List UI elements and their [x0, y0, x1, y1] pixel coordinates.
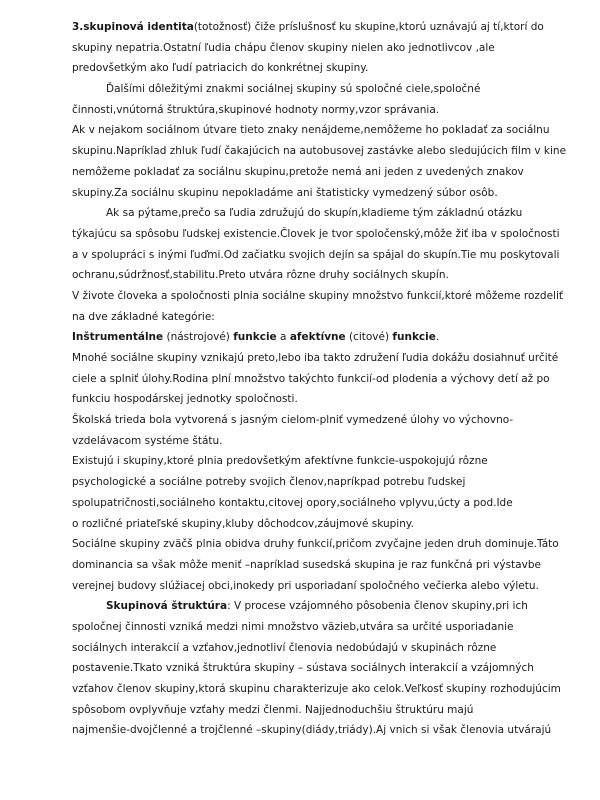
text-line: [72, 617, 560, 638]
text-run: predovšetkým ako ľudí patriacich do konkrétnej skupiny.: [72, 62, 369, 75]
text-run: skupiny.Za sociálnu skupinu nepokladáme ani štatisticky vymedzený súbor osôb.: [72, 186, 498, 199]
text-run: Existujú i skupiny,ktoré plnia predovšetkým afektívne funkcie-uspokojujú rôzne: [72, 455, 488, 468]
text-line: [72, 58, 560, 79]
text-run: .: [435, 331, 440, 344]
text-line: [72, 451, 560, 472]
text-line: [72, 555, 560, 576]
text-run: spolupatričnosti,sociálneho kontaktu,citovej opory,sociálneho vplyvu,úcty a pod.Ide: [72, 496, 513, 509]
text-line: [72, 369, 560, 390]
text-line: [72, 38, 560, 59]
text-run: Ak v nejakom sociálnom útvare tieto znaky nenájdeme,nemôžeme ho pokladať za sociálnu: [72, 124, 550, 137]
text-line: [72, 679, 560, 700]
text-line: [72, 307, 560, 328]
text-run: funkciu hospodárskej jednotky spoločnosti.: [72, 393, 298, 406]
text-line: [72, 472, 560, 493]
text-line: [72, 183, 560, 204]
text-line: [72, 327, 560, 348]
text-run: (totožnosť) čiže príslušnosť ku skupine,ktorú uznávajú aj tí,ktorí do: [193, 21, 544, 33]
text-run: a v spolupráci s inými ľuďmi.Od začiatku svojich dejín sa spájal do skupín.Tie mu poskytovali: [72, 248, 560, 261]
text-line: [72, 431, 560, 452]
bold-term: Inštrumentálne: [72, 331, 164, 344]
text-run: sociálnych interakcií a vzťahov,jednotliví členovia nedobúdajú v skupinách rôzne: [72, 641, 497, 654]
text-run: Školská trieda bola vytvorená s jasným cielom-plniť vymedzené úlohy vo výchovno-: [72, 414, 514, 427]
text-run: Sociálne skupiny zväčš plnia obidva druhy funkcií,pričom zvyčajne jeden druh dominuje.Táto: [72, 538, 559, 551]
text-run: Ďalšími dôležitými znakmi sociálnej skupiny sú spoločné ciele,spoločné: [106, 83, 481, 96]
bold-term: funkcie: [392, 331, 436, 344]
text-line: [72, 514, 560, 535]
text-run: vzťahov členov skupiny,ktorá skupinu charakterizuje ako celok.Veľkosť skupiny rozhodujúcim: [72, 683, 561, 695]
text-line: [72, 224, 560, 245]
text-run: : V procese vzájomného pôsobenia členov skupiny,pri ich: [227, 600, 528, 613]
text-run: psychologické a sociálne potreby svojich členov,napríkpad potrebu ľudskej: [72, 476, 466, 489]
bold-term: Skupinová štruktúra: [106, 600, 228, 613]
text-line: [72, 120, 560, 141]
bold-term: funkcie: [233, 331, 277, 344]
text-line: [72, 638, 560, 659]
text-line: [72, 389, 560, 410]
text-line: [72, 203, 560, 224]
text-run: skupiny nepatria.Ostatní ľudia chápu členov skupiny nielen ako jednotlivcov ,ale: [72, 41, 495, 54]
text-run: spôsobom ovplyvňuje vzťahy medzi členmi. Najjednoduchšiu štruktúru majú: [72, 703, 474, 716]
text-run: nemôžeme pokladať za sociálnu skupinu,pretože nemá ani jeden z uvedených znakov: [72, 165, 524, 178]
text-run: ciele a splniť úlohy.Rodina plní množstvo takýchto funkcií-od plodenia a výchovy detí až po: [72, 372, 550, 385]
text-line: [72, 286, 563, 307]
text-run: postavenie.Tkato vzniká štruktúra skupiny – sústava sociálnych interakcií a vzájomných: [72, 662, 534, 675]
bold-term: afektívne: [289, 331, 346, 344]
bold-term: 3.skupinová identita: [72, 21, 194, 33]
text-run: Mnohé sociálne skupiny vznikajú preto,lebo iba takto združení ľudia dokážu dosiahnuť určité: [72, 352, 559, 364]
text-line: [72, 596, 560, 617]
text-line: [72, 720, 560, 741]
text-line: [72, 410, 560, 431]
text-run: (citové): [345, 331, 393, 344]
text-run: ochranu,súdržnosť,stabilitu.Preto utvára rôzne druhy sociálnych skupín.: [72, 269, 449, 282]
text-line: [72, 17, 560, 38]
text-run: (nástrojové): [163, 331, 234, 344]
text-line: [72, 576, 560, 597]
text-line: [72, 493, 560, 514]
text-run: najmenšie-dvojčlenné a trojčlenné –skupiny(diády,triády).Aj vnich si však členovia utvárajú: [72, 724, 552, 737]
text-run: verejnej budovy slúžiacej obci,inokedy pri usporiadaní spoločného večierka alebo výletu.: [72, 579, 539, 592]
text-run: V živote človeka a spoločnosti plnia sociálne skupiny množstvo funkcií,ktoré môžeme rozdeliť: [72, 289, 563, 302]
text-line: [72, 79, 560, 100]
text-line: [72, 534, 560, 555]
text-run: Ak sa pýtame,prečo sa ľudia združujú do skupín,kladieme tým základnú otázku: [106, 207, 523, 220]
text-run: vzdelávacom systéme štátu.: [72, 434, 223, 447]
text-line: [72, 348, 560, 369]
text-line: [72, 265, 560, 286]
text-line: [72, 162, 560, 183]
text-run: dominancia sa však môže meniť –napríklad susedská skupina je raz funkčná pri výstavbe: [72, 558, 541, 571]
text-line: [72, 245, 560, 266]
text-run: spoločnej činnosti vzniká medzi nimi množstvo väzieb,utvára sa určité usporiadanie: [72, 620, 514, 633]
text-run: na dve základné kategórie:: [72, 310, 215, 323]
text-line: [72, 700, 560, 721]
text-run: a: [276, 331, 290, 344]
text-line: [72, 100, 560, 121]
text-run: skupinu.Napríklad zhluk ľudí čakajúcich na autobusovej zastávke alebo sledujúcich film v kine: [72, 145, 567, 158]
text-run: o rozličné priateľské skupiny,kluby dôchodcov,záujmové skupiny.: [72, 517, 414, 530]
text-run: týkajúcu sa spôsobu ľudskej existencie.Človek je tvor spoločenský,môže žiť iba v spoločnosti: [72, 227, 560, 240]
text-line: [72, 141, 567, 162]
document-text: [72, 17, 567, 741]
text-line: [72, 658, 560, 679]
text-run: činnosti,vnútorná štruktúra,skupinové hodnoty normy,vzor správania.: [72, 103, 440, 116]
